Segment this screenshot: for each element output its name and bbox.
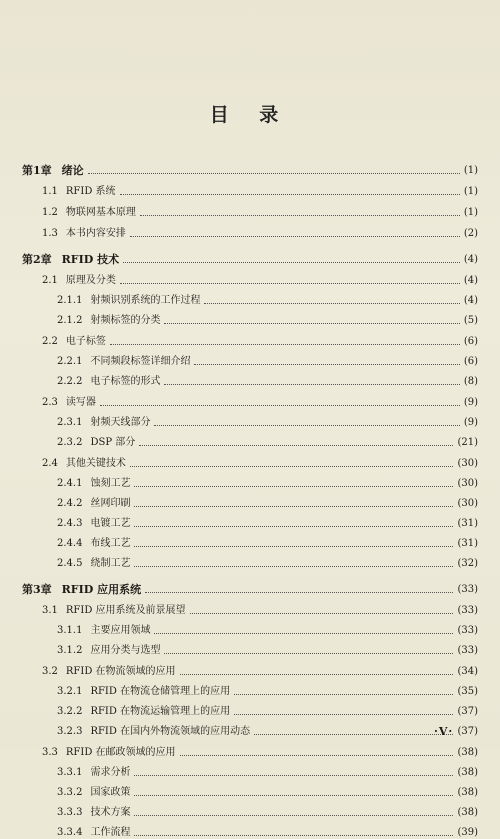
- entry-number: 2.2.1: [57, 356, 83, 367]
- entry-page-number: (38): [457, 787, 478, 798]
- toc-entry: [0, 307, 500, 327]
- entry-title: 主要应用领域: [90, 625, 151, 636]
- toc-entry: [0, 799, 500, 819]
- toc-entry: [0, 368, 500, 388]
- entry-page-number: (34): [457, 666, 478, 677]
- toc-entry: [0, 449, 500, 470]
- entry-number: 3.3.3: [57, 807, 83, 818]
- toc-entry: [0, 409, 500, 429]
- dot-leader: [164, 384, 459, 385]
- dot-leader: [134, 775, 453, 776]
- entry-title: 电子标签: [65, 336, 106, 347]
- page-number: ·V·: [434, 725, 454, 738]
- entry-number: 2.3: [42, 397, 58, 408]
- entry-number: 1.2: [42, 207, 58, 218]
- entry-page-number: (32): [457, 558, 478, 569]
- entry-title: 射频识别系统的工作过程: [90, 295, 201, 306]
- toc-chapter-entry: [0, 570, 500, 596]
- entry-number: 3.1.2: [57, 645, 83, 656]
- entry-number: 2.2: [42, 336, 58, 347]
- entry-page-number: (9): [463, 417, 478, 428]
- entry-number: 第1章: [22, 164, 52, 177]
- entry-title: 丝网印刷: [90, 498, 131, 509]
- dot-leader: [88, 173, 460, 174]
- dot-leader: [234, 714, 453, 715]
- entry-number: 2.3.1: [57, 417, 83, 428]
- entry-title: 绪论: [61, 164, 84, 177]
- toc-entry: [0, 327, 500, 348]
- entry-number: 2.4: [42, 458, 58, 469]
- entry-page-number: (31): [457, 518, 478, 529]
- dot-leader: [120, 194, 460, 195]
- dot-leader: [110, 344, 460, 345]
- dot-leader: [134, 526, 453, 527]
- entry-number: 2.4.2: [57, 498, 83, 509]
- entry-number: 2.3.2: [57, 437, 83, 448]
- entry-number: 3.2: [42, 666, 58, 677]
- entry-page-number: (33): [457, 625, 478, 636]
- entry-title: 应用分类与选型: [90, 645, 161, 656]
- entry-number: 第3章: [22, 583, 52, 596]
- toc-entry: [0, 177, 500, 198]
- dot-leader: [134, 486, 453, 487]
- entry-page-number: (35): [457, 686, 478, 697]
- entry-title: 读写器: [65, 397, 96, 408]
- dot-leader: [204, 303, 459, 304]
- entry-page-number: (8): [463, 376, 478, 387]
- entry-title: 布线工艺: [90, 538, 131, 549]
- dot-leader: [194, 364, 459, 365]
- toc-entry: [0, 510, 500, 530]
- dot-leader: [164, 653, 453, 654]
- entry-title: 国家政策: [90, 787, 131, 798]
- entry-page-number: (6): [463, 336, 478, 347]
- dot-leader: [234, 694, 453, 695]
- toc-entry: [0, 219, 500, 240]
- dot-leader: [139, 445, 453, 446]
- toc-entry: [0, 287, 500, 307]
- toc-entry: [0, 429, 500, 449]
- dot-leader: [180, 755, 454, 756]
- entry-title: 需求分析: [90, 767, 131, 778]
- dot-leader: [123, 262, 460, 263]
- entry-title: 原理及分类: [65, 275, 116, 286]
- entry-page-number: (4): [463, 254, 478, 265]
- toc-entry: [0, 490, 500, 510]
- entry-page-number: (6): [463, 356, 478, 367]
- entry-title: 电镀工艺: [90, 518, 131, 529]
- toc-entry: [0, 348, 500, 368]
- entry-title: RFID 在物流运输管理上的应用: [90, 706, 231, 717]
- entry-title: 射频标签的分类: [90, 315, 161, 326]
- entry-number: 2.4.5: [57, 558, 83, 569]
- toc-entry: [0, 266, 500, 287]
- entry-title: RFID 在邮政领域的应用: [65, 747, 176, 758]
- toc-entry: [0, 388, 500, 409]
- entry-number: 3.1.1: [57, 625, 83, 636]
- dot-leader: [100, 405, 460, 406]
- toc-entry: [0, 657, 500, 678]
- entry-title: RFID 应用系统: [61, 583, 142, 596]
- entry-page-number: (31): [457, 538, 478, 549]
- dot-leader: [120, 283, 460, 284]
- dot-leader: [134, 546, 453, 547]
- entry-number: 1.3: [42, 228, 58, 239]
- entry-title: 射频天线部分: [90, 417, 151, 428]
- entry-page-number: (39): [457, 827, 478, 838]
- dot-leader: [130, 466, 454, 467]
- entry-page-number: (4): [463, 295, 478, 306]
- toc-entry: [0, 718, 500, 738]
- dot-leader: [180, 674, 454, 675]
- toc-entry: [0, 470, 500, 490]
- entry-title: RFID 系统: [65, 186, 116, 197]
- dot-leader: [190, 613, 454, 614]
- entry-page-number: (37): [457, 706, 478, 717]
- toc-entry: [0, 596, 500, 617]
- entry-title: 技术方案: [90, 807, 131, 818]
- toc-entry: [0, 637, 500, 657]
- entry-title: RFID 在国内外物流领域的应用动态: [90, 726, 251, 737]
- dot-leader: [134, 815, 453, 816]
- dot-leader: [254, 734, 453, 735]
- entry-page-number: (33): [457, 584, 478, 595]
- toc-entry: [0, 678, 500, 698]
- dot-leader: [134, 795, 453, 796]
- entry-title: 绕制工艺: [90, 558, 131, 569]
- dot-leader: [154, 633, 453, 634]
- entry-number: 2.4.4: [57, 538, 83, 549]
- entry-title: DSP 部分: [90, 437, 136, 448]
- entry-title: RFID 应用系统及前景展望: [65, 605, 186, 616]
- dot-leader: [140, 215, 460, 216]
- entry-number: 3.1: [42, 605, 58, 616]
- entry-number: 2.1.2: [57, 315, 83, 326]
- entry-page-number: (30): [457, 478, 478, 489]
- toc-entry: [0, 779, 500, 799]
- toc-entry: [0, 738, 500, 759]
- entry-number: 2.2.2: [57, 376, 83, 387]
- toc-entry: [0, 819, 500, 839]
- entry-page-number: (9): [463, 397, 478, 408]
- entry-title: 其他关键技术: [65, 458, 126, 469]
- toc-entry: [0, 759, 500, 779]
- toc-entry: [0, 198, 500, 219]
- entry-title: 不同频段标签详细介绍: [90, 356, 191, 367]
- table-of-contents: [0, 151, 500, 839]
- toc-entry: [0, 530, 500, 550]
- toc-entry: [0, 550, 500, 570]
- entry-number: 3.2.3: [57, 726, 83, 737]
- toc-entry: [0, 698, 500, 718]
- entry-number: 3.2.2: [57, 706, 83, 717]
- entry-number: 3.3.4: [57, 827, 83, 838]
- toc-entry: [0, 617, 500, 637]
- entry-page-number: (33): [457, 645, 478, 656]
- entry-number: 2.1.1: [57, 295, 83, 306]
- entry-number: 3.3.2: [57, 787, 83, 798]
- entry-number: 2.1: [42, 275, 58, 286]
- entry-page-number: (21): [457, 437, 478, 448]
- entry-number: 3.2.1: [57, 686, 83, 697]
- entry-page-number: (37): [457, 726, 478, 737]
- entry-page-number: (38): [457, 807, 478, 818]
- entry-page-number: (4): [463, 275, 478, 286]
- entry-page-number: (1): [463, 165, 478, 176]
- entry-number: 1.1: [42, 186, 58, 197]
- entry-page-number: (38): [457, 767, 478, 778]
- entry-title: RFID 在物流仓储管理上的应用: [90, 686, 231, 697]
- toc-chapter-entry: [0, 240, 500, 266]
- entry-page-number: (1): [463, 186, 478, 197]
- entry-title: 蚀刻工艺: [90, 478, 131, 489]
- dot-leader: [145, 592, 453, 593]
- entry-title: RFID 技术: [61, 253, 120, 266]
- entry-page-number: (38): [457, 747, 478, 758]
- dot-leader: [164, 323, 459, 324]
- entry-title: 电子标签的形式: [90, 376, 161, 387]
- entry-title: 本书内容安排: [65, 228, 126, 239]
- entry-title: 物联网基本原理: [65, 207, 136, 218]
- entry-title: 工作流程: [90, 827, 131, 838]
- dot-leader: [134, 506, 453, 507]
- entry-page-number: (2): [463, 228, 478, 239]
- dot-leader: [154, 425, 459, 426]
- entry-number: 第2章: [22, 253, 52, 266]
- entry-page-number: (5): [463, 315, 478, 326]
- toc-chapter-entry: [0, 151, 500, 177]
- entry-page-number: (30): [457, 498, 478, 509]
- entry-page-number: (33): [457, 605, 478, 616]
- dot-leader: [134, 835, 453, 836]
- page-title: 目 录: [209, 104, 291, 126]
- entry-title: RFID 在物流领域的应用: [65, 666, 176, 677]
- entry-number: 2.4.3: [57, 518, 83, 529]
- entry-page-number: (30): [457, 458, 478, 469]
- entry-number: 2.4.1: [57, 478, 83, 489]
- dot-leader: [134, 566, 453, 567]
- dot-leader: [130, 236, 460, 237]
- entry-number: 3.3: [42, 747, 58, 758]
- entry-number: 3.3.1: [57, 767, 83, 778]
- entry-page-number: (1): [463, 207, 478, 218]
